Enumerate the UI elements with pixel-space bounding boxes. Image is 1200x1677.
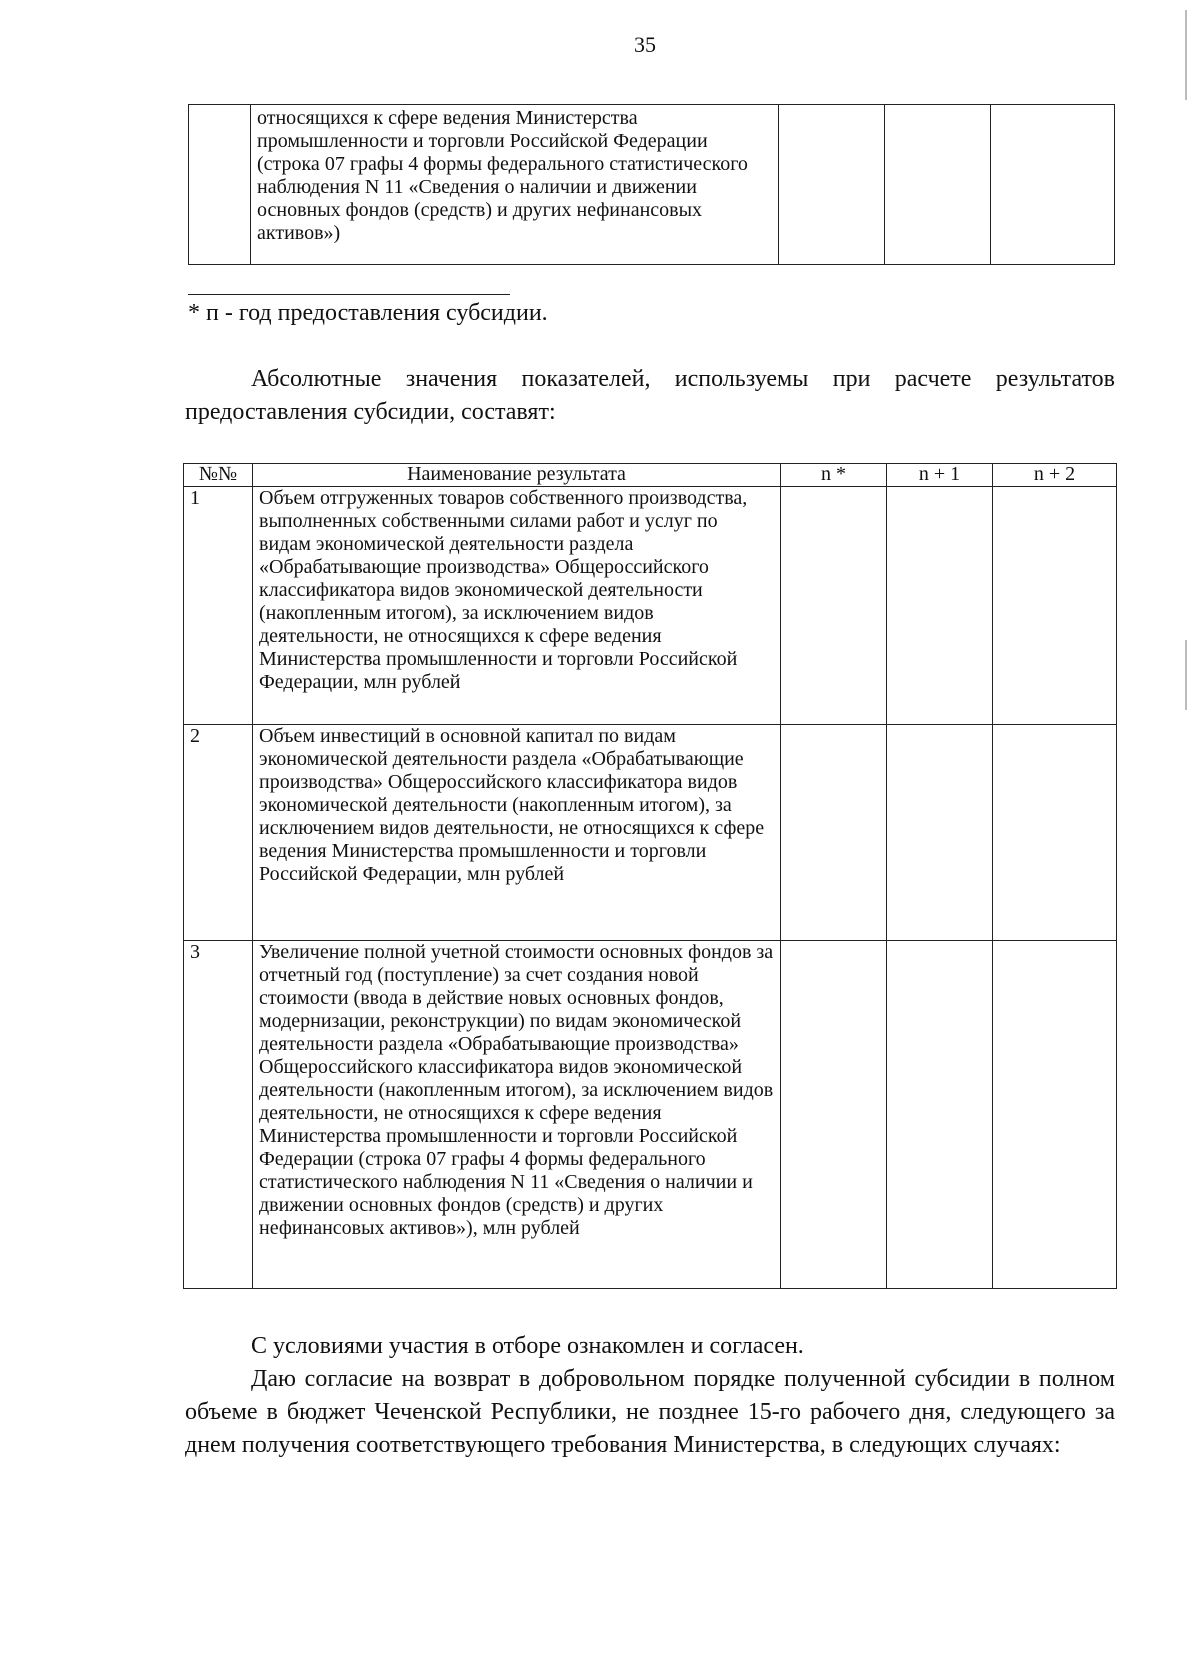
- result-name-cell: Объем отгруженных товаров собственного производства, выполненных собственными силами работ и услуг по видам экономической деятельности раздела «Обрабатывающие производства» Общероссийского классификатора видов экономической деятельности (накопленным итогом), за исключением видов деятельности, не относящихся к сфере ведения Министерства промышленности и торговли Российской Федерации, млн рублей: [253, 487, 781, 725]
- results-table: [183, 463, 1117, 1289]
- result-name-cell: Увеличение полной учетной стоимости основных фондов за отчетный год (поступление) за счет создания новой стоимости (ввода в действие новых основных фондов, модернизации, реконструкции) по видам экономической деятельности раздела «Обрабатывающие производства» Общероссийского классификатора видов экономической деятельности (накопленным итогом), за исключением видов деятельности, не относящихся к сфере ведения Министерства промышленности и торговли Российской Федерации (строка 07 графы 4 формы федерального статистического наблюдения N 11 «Сведения о наличии и движении основных фондов (средств) и других нефинансовых активов»), млн рублей: [253, 941, 781, 1289]
- value-n-cell: [781, 725, 887, 941]
- terms-paragraph: [185, 1330, 1115, 1363]
- scan-edge-mark: [1185, 10, 1187, 100]
- row-number-cell: 1: [184, 487, 253, 725]
- terms-paragraph-text: С условиями участия в отборе ознакомлен и согласен.: [251, 1333, 804, 1359]
- value-n1-cell: [887, 487, 993, 725]
- value-n-cell: [779, 105, 885, 265]
- scan-edge-mark: [1185, 640, 1187, 710]
- header-n1: n + 1: [887, 464, 993, 487]
- header-n2: n + 2: [993, 464, 1117, 487]
- row-number-cell: [189, 105, 251, 265]
- row-number-cell: 2: [184, 725, 253, 941]
- consent-paragraph-text: Даю согласие на возврат в добровольном порядке полученной субсидии в полном объеме в бюджет Чеченской Республики, не позднее 15-го рабочего дня, следующего за днем получения соответствующего требования Министерства, в следующих случаях:: [185, 1366, 1115, 1458]
- continuation-table: [188, 104, 1115, 265]
- value-n1-cell: [887, 725, 993, 941]
- table-header-row: [184, 464, 1117, 487]
- table-row: [184, 941, 1117, 1289]
- value-n2-cell: [993, 941, 1117, 1289]
- value-n-cell: [781, 941, 887, 1289]
- header-n: n *: [781, 464, 887, 487]
- value-n2-cell: [991, 105, 1115, 265]
- table-row: [189, 105, 1115, 265]
- value-n2-cell: [993, 487, 1117, 725]
- footnote-divider: [188, 294, 510, 295]
- header-name: Наименование результата: [253, 464, 781, 487]
- intro-paragraph-text: Абсолютные значения показателей, используемы при расчете результатов предоставления субсидии, составят:: [185, 366, 1115, 425]
- result-name-cell: относящихся к сфере ведения Министерства промышленности и торговли Российской Федерации (строка 07 графы 4 формы федерального статистического наблюдения N 11 «Сведения о наличии и движении основных фондов (средств) и других нефинансовых активов»): [251, 105, 779, 265]
- consent-paragraph: [185, 1363, 1115, 1462]
- value-n2-cell: [993, 725, 1117, 941]
- footnote: * п - год предоставления субсидии.: [188, 300, 548, 326]
- header-number: №№: [184, 464, 253, 487]
- value-n1-cell: [885, 105, 991, 265]
- row-number-cell: 3: [184, 941, 253, 1289]
- value-n-cell: [781, 487, 887, 725]
- table-row: [184, 487, 1117, 725]
- result-name-cell: Объем инвестиций в основной капитал по видам экономической деятельности раздела «Обрабатывающие производства» Общероссийского классификатора видов экономической деятельности (накопленным итогом), за исключением видов деятельности, не относящихся к сфере ведения Министерства промышленности и торговли Российской Федерации, млн рублей: [253, 725, 781, 941]
- page-number: 35: [634, 32, 656, 57]
- value-n1-cell: [887, 941, 993, 1289]
- table-row: [184, 725, 1117, 941]
- intro-paragraph: [185, 363, 1115, 429]
